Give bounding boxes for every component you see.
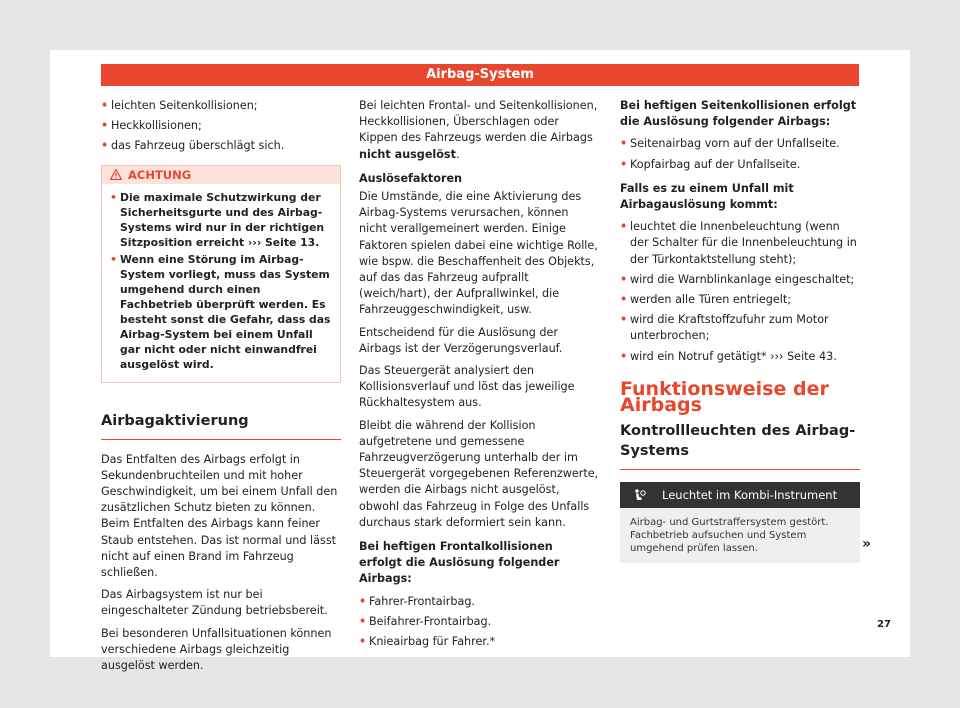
list-item: • Fahrer-Frontairbag.	[359, 594, 599, 610]
bullet-icon: •	[359, 614, 367, 628]
bullet-icon: •	[101, 139, 109, 153]
paragraph: Das Entfalten des Airbags erfolgt in Sekundenbruchteilen und mit hoher Geschwindigkeit, um bei einem Unfall den zusätzlichen Schutz bieten zu können. Beim Entfalten des Airbags kann feiner Staub entstehen. Das ist normal und lässt nicht auf einen Brand im Fahrzeug schließen.	[101, 452, 338, 580]
bullet-icon: •	[620, 220, 628, 234]
subheading: Bei heftigen Frontalkollisionen erfolgt die Auslösung folgender Airbags:	[359, 540, 560, 586]
section-header: Airbag-System	[101, 64, 859, 86]
list-item: • wird die Warnblinkanlage eingeschaltet;	[620, 272, 860, 288]
indicator-panel-text: Airbag- und Gurtstraffersystem gestört. Fachbetrieb aufsuchen und System umgehend prüfen lassen.	[630, 517, 829, 555]
continue-icon: »	[862, 536, 872, 552]
subsection-heading: Kontrollleuchten des Airbag-Systems	[620, 421, 860, 470]
bullet-icon: •	[359, 635, 367, 649]
bullet-icon: •	[620, 349, 628, 363]
warning-item: • Die maximale Schutzwirkung der Sicherheitsgurte und des Airbag-Systems wird nur in der richtigen Sitzposition erreicht ››› Seite 13.	[110, 190, 325, 249]
column-1	[101, 98, 341, 680]
bullet-icon: •	[359, 594, 367, 608]
warning-box	[101, 165, 341, 383]
indicator-panel-title: Leuchtet im Kombi-Instrument	[662, 488, 838, 503]
list-item: • das Fahrzeug überschlägt sich.	[101, 138, 341, 154]
subheading: Falls es zu einem Unfall mit Airbagauslösung kommt:	[620, 181, 794, 212]
bullet-icon: •	[620, 272, 628, 286]
paragraph: Bleibt die während der Kollision aufgetretene und gemessene Fahrzeugverzögerung unterhalb der im Steuergerät vorgegebenen Referenzwerte, werden die Airbags nicht ausgelöst, obwohl das Fahrzeug in Folge des Unfalls durchaus stark deformiert sein kann.	[359, 418, 599, 529]
paragraph: Das Airbagsystem ist nur bei eingeschalteter Zündung betriebsbereit.	[101, 588, 328, 618]
warning-item: • Wenn eine Störung im Airbag-System vorliegt, muss das System umgehend durch einen Fachbetrieb überprüft werden. Es besteht sonst die Gefahr, dass das Airbag-System bei einem Unfall gar nicht oder nicht einwandfrei ausgelöst wird.	[110, 252, 331, 371]
paragraph: Bei besonderen Unfallsituationen können verschiedene Airbags gleichzeitig ausgelöst werden.	[101, 626, 332, 673]
page-number: 27	[877, 619, 891, 630]
section-heading: Airbagaktivierung	[101, 411, 341, 440]
paragraph: Das Steuergerät analysiert den Kollisionsverlauf und löst das jeweilige Rückhaltesystem aus.	[359, 364, 575, 410]
bullet-icon: •	[620, 293, 628, 307]
bullet-icon: •	[110, 252, 117, 266]
list-item: • Heckkollisionen;	[101, 118, 341, 134]
bullet-icon: •	[620, 137, 628, 151]
paragraph: Die Umstände, die eine Aktivierung des Airbag-Systems verursachen, können nicht verallgemeinert werden. Einige Faktoren spielen dabei eine wichtige Rolle, wie bspw. die Beschaffenheit des Objekts, auf das das Fahrzeug aufprallt (weich/hart), der Aufprallwinkel, die Fahrzeuggeschwindigkeit, usw.	[359, 190, 598, 317]
intro-paragraph: Bei leichten Frontal- und Seitenkollisionen, Heckkollisionen, Überschlagen oder Kippen des Fahrzeugs werden die Airbags nicht ausgelöst.	[359, 99, 598, 161]
list-item: • Seitenairbag vorn auf der Unfallseite.	[620, 136, 860, 152]
bullet-icon: •	[620, 157, 628, 171]
bullet-icon: •	[110, 190, 117, 204]
list-item: • leuchtet die Innenbeleuchtung (wenn der Schalter für die Innenbeleuchtung in der Türkontaktstellung steht);	[620, 219, 860, 268]
column-2	[359, 98, 599, 654]
bullet-icon: •	[620, 313, 628, 327]
section-title: Funktionsweise der Airbags	[620, 377, 829, 417]
warning-body	[102, 184, 340, 382]
indicator-panel-header	[620, 482, 860, 508]
list-item: • Knieairbag für Fahrer.*	[359, 634, 599, 650]
indicator-panel	[620, 482, 860, 563]
subheading: Auslösefaktoren	[359, 171, 463, 185]
warning-title: ACHTUNG	[128, 167, 192, 182]
bullet-icon: •	[101, 119, 109, 133]
list-item: • wird die Kraftstoffzufuhr zum Motor unterbrochen;	[620, 312, 860, 344]
bullet-icon: •	[101, 99, 109, 112]
paragraph: Entscheidend für die Auslösung der Airbags ist der Verzögerungsverlauf.	[359, 325, 563, 355]
airbag-warning-light-icon	[632, 488, 646, 502]
list-item: • Kopfairbag auf der Unfallseite.	[620, 157, 860, 173]
column-3	[620, 98, 860, 563]
list-item: • wird ein Notruf getätigt* ››› Seite 43.	[620, 349, 860, 365]
list-item: • leichten Seitenkollisionen;	[101, 98, 341, 114]
subheading: Bei heftigen Seitenkollisionen erfolgt die Auslösung folgender Airbags:	[620, 99, 857, 129]
warning-header	[102, 166, 340, 184]
list-item: • werden alle Türen entriegelt;	[620, 292, 860, 308]
warning-triangle-icon	[110, 169, 122, 180]
list-item: • Beifahrer-Frontairbag.	[359, 614, 599, 630]
